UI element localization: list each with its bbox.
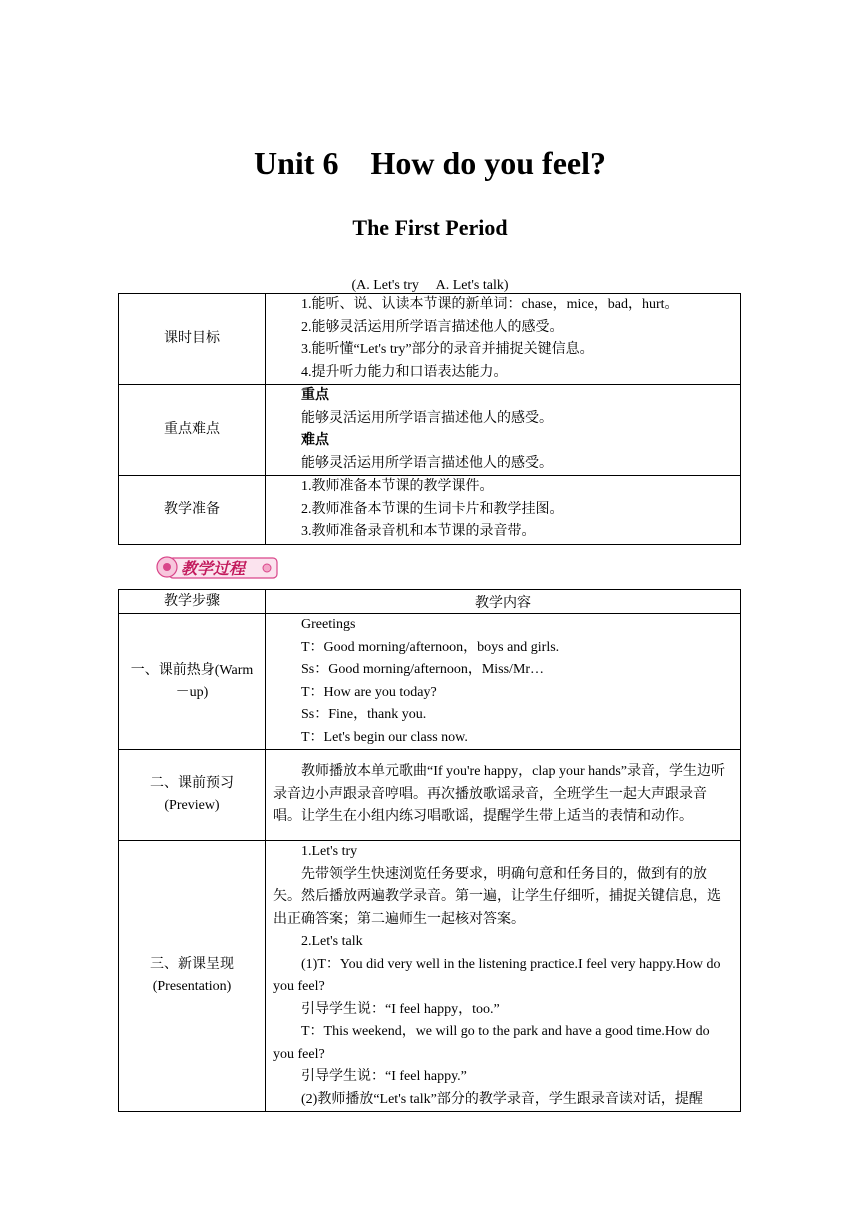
row-label-key-points: 重点难点 bbox=[119, 385, 266, 476]
row-label-objectives: 课时目标 bbox=[119, 294, 266, 385]
table-row bbox=[119, 476, 741, 545]
lesson-overview-table bbox=[118, 293, 741, 545]
badge-label: 教学过程 bbox=[181, 559, 246, 578]
header-step: 教学步骤 bbox=[119, 590, 266, 614]
preparation-content: 1.教师准备本节课的教学课件。 2.教师准备本节课的生词卡片和教学挂图。 3.教师准备录音机和本节课的录音带。 bbox=[266, 476, 741, 545]
objectives-content: 1.能听、说、认读本节课的新单词：chase，mice，bad，hurt。 2.能够灵活运用所学语言描述他人的感受。 3.能听懂“Let's try”部分的录音并捕捉关键信息。 4.提升听力能力和口语表达能力。 bbox=[266, 294, 741, 385]
key-points-content: 重点 能够灵活运用所学语言描述他人的感受。 难点 能够灵活运用所学语言描述他人的感受。 bbox=[266, 385, 741, 476]
table-row bbox=[119, 841, 741, 1112]
step-preview: 二、课前预习 (Preview) bbox=[119, 750, 266, 841]
presentation-content: 1.Let's try 先带领学生快速浏览任务要求，明确句意和任务目的，做到有的放矢。然后播放两遍教学录音。第一遍，让学生仔细听，捕捉关键信息，选出正确答案；第二遍师生一起核对答案。 2.Let's talk (1)T：You did very well in the listening practice.I feel very happy.How do you feel? 引导学生说：“I feel happy，too.” T：This weekend，we will go to the park and have a good time.How do you feel? 引导学生说：“I feel happy.” (2)教师播放“Let's talk”部分的教学录音，学生跟录音读对话，提醒 bbox=[266, 841, 741, 1112]
header-content: 教学内容 bbox=[266, 590, 741, 614]
period-subtitle: The First Period bbox=[352, 215, 508, 240]
lesson-scope-note: (A. Let's try A. Let's talk) bbox=[351, 278, 509, 293]
teaching-process-table bbox=[118, 589, 741, 1112]
table-row bbox=[119, 614, 741, 750]
table-row bbox=[119, 590, 741, 614]
table-row bbox=[119, 294, 741, 385]
step-presentation: 三、新课呈现 (Presentation) bbox=[119, 841, 266, 1112]
row-label-preparation: 教学准备 bbox=[119, 476, 266, 545]
preview-content: 教师播放本单元歌曲“If you're happy，clap your hands”录音，学生边听录音边小声跟录音哼唱。再次播放歌谣录音，全班学生一起大声跟录音唱。让学生在小组内练习唱歌谣，提醒学生带上适当的表情和动作。 bbox=[266, 750, 741, 841]
table-row bbox=[119, 750, 741, 841]
teaching-process-badge bbox=[155, 552, 279, 582]
table-row bbox=[119, 385, 741, 476]
warmup-content: Greetings T：Good morning/afternoon，boys and girls. Ss：Good morning/afternoon，Miss/Mr… T：How are you today? Ss：Fine，thank you. T：Let's begin our class now. bbox=[266, 614, 741, 750]
page-title: Unit 6 How do you feel? bbox=[253, 145, 606, 181]
step-warmup: 一、课前热身(Warm －up) bbox=[119, 614, 266, 750]
